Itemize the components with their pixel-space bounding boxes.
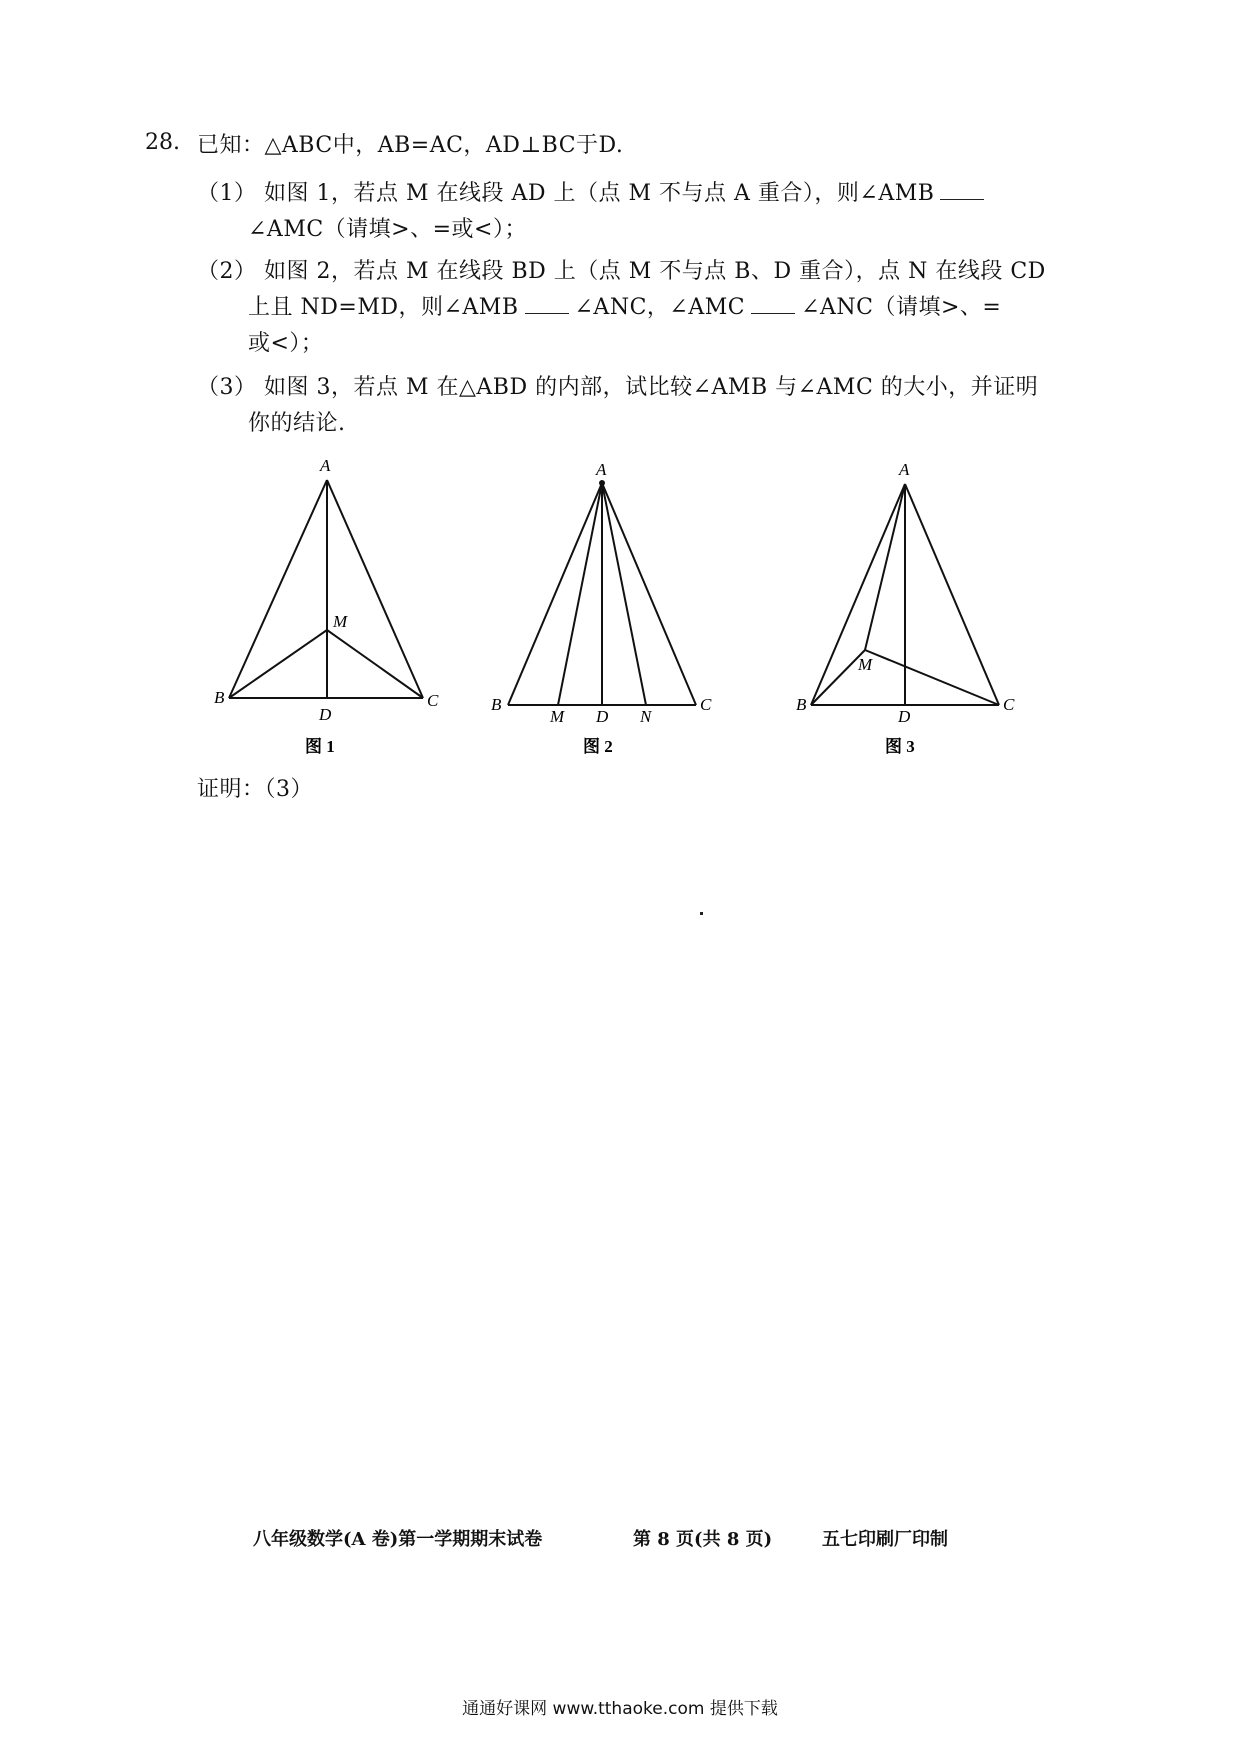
- fig2-label-A: A: [596, 460, 607, 479]
- part2-line1: （2） 如图 2，若点 M 在线段 BD 上（点 M 不与点 B、D 重合），点 N 在线段 CD: [197, 259, 1046, 284]
- footer-exam-title: 八年级数学(A 卷)第一学期期末试卷: [253, 1529, 543, 1550]
- footer-page-number: 第 8 页(共 8 页): [633, 1529, 773, 1550]
- figure-3-diagram: [811, 484, 999, 705]
- part2-text-c: ∠ANC（请填>、=: [801, 295, 1002, 320]
- part1-line2: ∠AMC（请填>、=或<）；: [248, 217, 527, 242]
- fig3-label-C: C: [1003, 695, 1015, 714]
- scan-speck: [700, 912, 703, 915]
- figure-2-diagram: [508, 483, 696, 705]
- fig2-label-B: B: [491, 695, 502, 714]
- part3-line2: 你的结论.: [248, 411, 346, 436]
- proof-label: 证明：（3）: [197, 777, 313, 802]
- fig3-label-B: B: [796, 695, 807, 714]
- figure-3-caption: 图 3: [885, 737, 915, 756]
- figure-2-apex-dot: [599, 480, 605, 486]
- fig1-label-M: M: [333, 612, 348, 631]
- figure-1-diagram: [229, 480, 423, 698]
- figure-1-caption: 图 1: [305, 737, 335, 756]
- part2-text-a: 上且 ND=MD，则∠AMB: [248, 295, 519, 320]
- figure-2-caption: 图 2: [583, 737, 613, 756]
- part2-line3: 或<）；: [248, 331, 324, 356]
- question-intro: 已知：△ABC中，AB=AC，AD⊥BC于D.: [197, 133, 624, 158]
- fig2-label-C: C: [700, 695, 712, 714]
- fig1-label-B: B: [214, 688, 225, 707]
- question-number: 28.: [145, 130, 180, 155]
- fig1-label-A: A: [320, 456, 331, 475]
- fig1-label-C: C: [427, 691, 439, 710]
- fig3-label-A: A: [899, 460, 910, 479]
- fig3-label-D: D: [898, 707, 911, 726]
- part3-line1: （3） 如图 3，若点 M 在△ABD 的内部，试比较∠AMB 与∠AMC 的大小，并证明: [197, 375, 1039, 400]
- part2-text-b: ∠ANC，∠AMC: [574, 295, 746, 320]
- download-watermark: 通通好课网 www.tthaoke.com 提供下载: [462, 1699, 778, 1719]
- part1-text: （1） 如图 1，若点 M 在线段 AD 上（点 M 不与点 A 重合），则∠AMB: [197, 181, 935, 206]
- fig2-label-N: N: [640, 707, 652, 726]
- fig1-label-D: D: [319, 705, 332, 724]
- fig3-label-M: M: [858, 655, 873, 674]
- figures-svg: [0, 0, 1240, 800]
- fig2-label-M: M: [550, 707, 565, 726]
- fig2-label-D: D: [596, 707, 609, 726]
- footer-printer: 五七印刷厂印制: [822, 1529, 948, 1550]
